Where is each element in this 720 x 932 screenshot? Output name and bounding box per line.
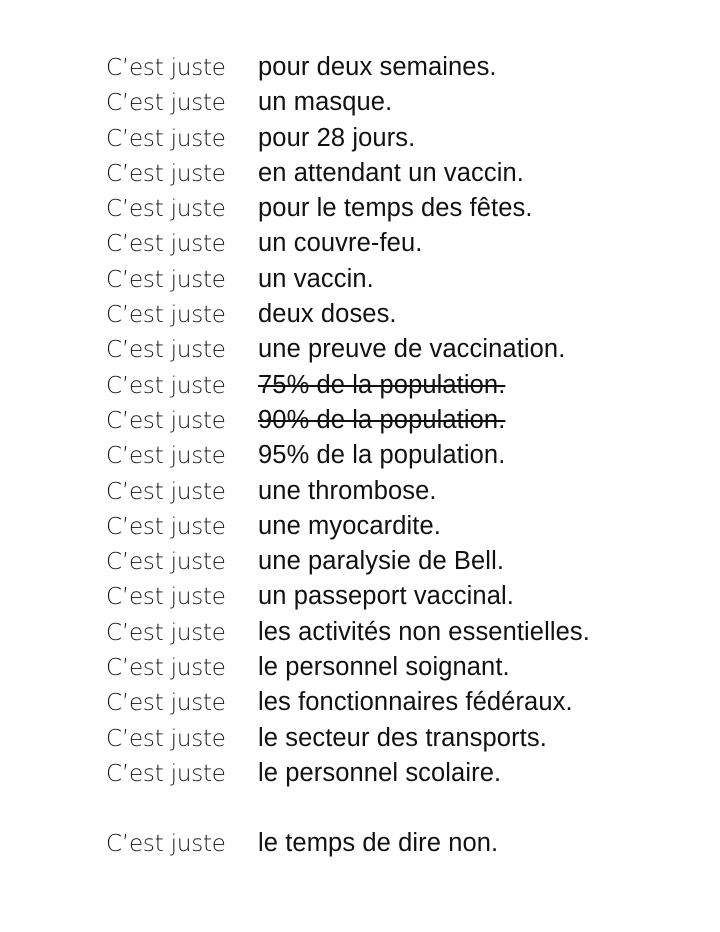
poem-line (106, 335, 706, 370)
line-prefix: C’est juste (106, 55, 226, 81)
poem-line (106, 53, 706, 88)
line-prefix: C’est juste (106, 90, 226, 117)
line-prefix: C’est juste (106, 231, 226, 258)
line-prefix: C’est juste (106, 655, 226, 682)
line-prefix: C’est juste (106, 302, 226, 329)
poem-line (106, 88, 706, 123)
line-phrase: 95% de la population. (258, 441, 506, 470)
line-phrase: les fonctionnaires fédéraux. (258, 688, 573, 717)
line-phrase: les activités non essentielles. (258, 617, 590, 646)
poem-line (106, 300, 706, 335)
poem-line (106, 582, 706, 617)
line-phrase: pour 28 jours. (258, 123, 416, 152)
poem-line (106, 406, 706, 441)
stanza-spacer (106, 794, 706, 829)
line-phrase: deux doses. (258, 300, 397, 329)
poem-line (106, 512, 706, 547)
struck-phrase: 90% de la population. (258, 405, 506, 434)
line-prefix: C’est juste (106, 760, 226, 787)
line-phrase: le secteur des transports. (258, 723, 547, 752)
closing-line (106, 829, 706, 864)
line-prefix: C’est juste (106, 125, 226, 152)
line-phrase: une paralysie de Bell. (258, 547, 505, 576)
line-phrase: une preuve de vaccination. (258, 335, 566, 364)
poem-line (106, 653, 706, 688)
poem-line (106, 618, 706, 653)
line-phrase: pour deux semaines. (258, 53, 497, 81)
struck-phrase: 75% de la population. (258, 370, 506, 399)
line-phrase: le temps de dire non. (258, 829, 499, 858)
line-prefix: C’est juste (106, 266, 226, 293)
line-prefix: C’est juste (106, 372, 226, 399)
line-phrase: en attendant un vaccin. (258, 158, 524, 187)
line-prefix: C’est juste (106, 831, 226, 858)
poem-line (106, 547, 706, 582)
line-phrase: pour le temps des fêtes. (258, 194, 533, 223)
line-prefix: C’est juste (106, 407, 226, 434)
line-prefix: C’est juste (106, 478, 226, 505)
line-prefix: C’est juste (106, 160, 226, 187)
line-phrase: le personnel scolaire. (258, 758, 502, 787)
line-phrase: un couvre-feu. (258, 229, 423, 258)
line-prefix: C’est juste (106, 337, 226, 364)
line-prefix: C’est juste (106, 584, 226, 611)
poem-line (106, 759, 706, 794)
poem-line (106, 724, 706, 759)
line-phrase: le personnel soignant. (258, 653, 510, 682)
poem-line (106, 371, 706, 406)
line-prefix: C’est juste (106, 725, 226, 752)
line-prefix: C’est juste (106, 196, 226, 223)
line-prefix: C’est juste (106, 443, 226, 470)
line-prefix: C’est juste (106, 619, 226, 646)
poem-line (106, 159, 706, 194)
line-phrase: un vaccin. (258, 264, 374, 293)
line-phrase: une thrombose. (258, 476, 437, 505)
line-prefix: C’est juste (106, 513, 226, 540)
poem-line (106, 688, 706, 723)
poem-line (106, 441, 706, 476)
line-phrase: un passeport vaccinal. (258, 582, 514, 611)
poem-line (106, 477, 706, 512)
poem-line (106, 124, 706, 159)
poem-line (106, 229, 706, 264)
line-phrase: un masque. (258, 88, 393, 117)
poem-line (106, 194, 706, 229)
poem (106, 53, 706, 865)
line-prefix: C’est juste (106, 549, 226, 576)
line-prefix: C’est juste (106, 690, 226, 717)
poem-line (106, 265, 706, 300)
poem-lines (106, 53, 706, 794)
line-phrase: une myocardite. (258, 511, 441, 540)
